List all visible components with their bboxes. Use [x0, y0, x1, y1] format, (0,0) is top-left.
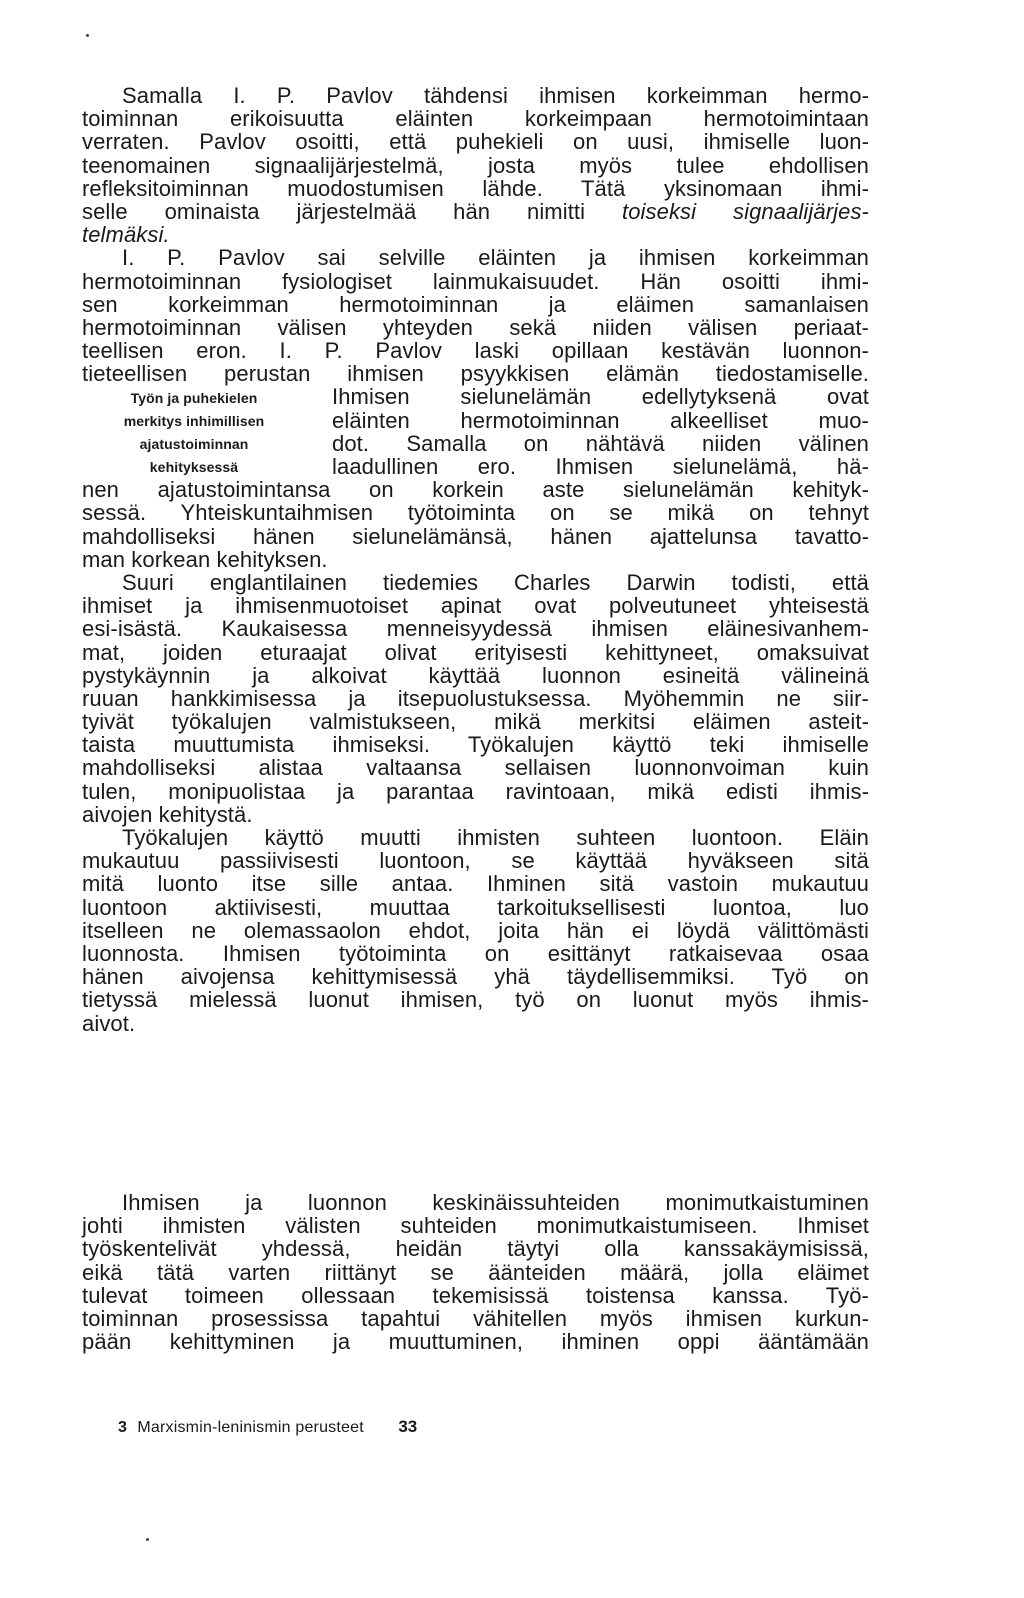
- signature-mark: 3: [118, 1419, 127, 1436]
- text-line: tieteellisen perustan ihmisen psyykkisen elämän tiedostamiselle.: [82, 361, 869, 387]
- text-line: hermotoiminnan välisen yhteyden sekä niiden välisen periaat-: [82, 314, 869, 340]
- text-line: mahdolliseksi alistaa valtaansa sellaisen luonnonvoiman kuin: [82, 755, 869, 781]
- text-line: tyivät työkalujen valmistukseen, mikä merkitsi eläimen asteit-: [82, 709, 869, 735]
- text-line: verraten. Pavlov osoitti, että puhekieli on uusi, ihmiselle luon-: [82, 129, 869, 155]
- print-speck: [146, 1538, 149, 1541]
- text-line: taista muuttumista ihmiseksi. Työkalujen käyttö teki ihmiselle: [82, 732, 869, 758]
- text-line: refleksitoiminnan muodostumisen lähde. Tätä yksinomaan ihmi-: [82, 175, 869, 201]
- text-line: luontoon aktiivisesti, muuttaa tarkoituksellisesti luontoa, luo: [82, 894, 869, 920]
- text-fragment: selle ominaista järjestelmää hän nimitti: [82, 198, 586, 224]
- text-line: toiminnan erikoisuutta eläinten korkeimpaan hermotoimintaan: [82, 106, 869, 132]
- text-line: Samalla I. P. Pavlov tähdensi ihmisen korkeimman hermo-: [122, 83, 869, 108]
- italic-term: telmäksi.: [82, 222, 170, 248]
- text-line: aivojen kehitystä.: [82, 801, 253, 827]
- side-paragraph: [332, 385, 869, 478]
- text-line: mitä luonto itse sille antaa. Ihminen sitä vastoin mukautuu: [82, 871, 869, 897]
- text-line: ihmiset ja ihmisenmuotoiset apinat ovat polveutuneet yhteisestä: [82, 593, 869, 619]
- print-speck: [86, 34, 89, 37]
- page-footer: [118, 1417, 417, 1437]
- text-line: itselleen ne olemassaolon ehdot, joita hän ei löydä välittömästi: [82, 917, 869, 943]
- text-line: mat, joiden eturaajat olivat erityisesti kehittyneet, omaksuivat: [82, 639, 869, 665]
- text-line: tulen, monipuolistaa ja parantaa ravintoaan, mikä edisti ihmis-: [82, 778, 869, 804]
- margin-heading-line: merkitys inhimillisen: [123, 413, 265, 430]
- text-line: mukautuu passiivisesti luontoon, se käyttää hyväkseen sitä: [82, 848, 869, 874]
- text-line: aivot.: [82, 1010, 136, 1036]
- text-line: sen korkeimman hermotoiminnan ja eläimen samanlaisen: [82, 291, 869, 317]
- text-line: hermotoiminnan fysiologiset lainmukaisuudet. Hän osoitti ihmi-: [82, 268, 869, 294]
- text-line: nen ajatustoimintansa on korkein aste sielunelämän kehityk-: [82, 477, 869, 503]
- text-line: [82, 200, 869, 223]
- text-line: esi-isästä. Kaukaisessa menneisyydessä ihmisen eläinesivanhem-: [82, 616, 869, 642]
- page-number: 33: [398, 1417, 418, 1436]
- text-line: ruuan hankkimisessa ja itsepuolustuksessa. Myöhemmin ne siir-: [82, 685, 869, 711]
- text-line: laadullinen ero. Ihmisen sielunelämä, hä-: [332, 454, 869, 479]
- sidenote-section: [82, 385, 869, 478]
- text-line: dot. Samalla on nähtävä niiden välinen: [332, 430, 869, 456]
- margin-heading-line: Työn ja puhekielen: [130, 390, 258, 407]
- text-line: toiminnan prosessissa tapahtui vähitellen myös ihmisen kurkun-: [82, 1305, 869, 1331]
- text-line: eikä tätä varten riittänyt se äänteiden määrä, jolla eläimet: [82, 1259, 869, 1285]
- text-line: teellisen eron. I. P. Pavlov laski opillaan kestävän luonnon-: [82, 338, 869, 364]
- main-text-lower: [82, 1191, 869, 1353]
- margin-heading-line: ajatustoiminnan: [139, 436, 249, 453]
- text-line: tietyssä mielessä luonut ihmisen, työ on luonut myös ihmis-: [82, 987, 869, 1013]
- text-line: Työkalujen käyttö muutti ihmisten suhteen luontoon. Eläin: [122, 825, 869, 851]
- margin-heading-line: kehityksessä: [149, 459, 239, 476]
- text-line: sessä. Yhteiskuntaihmisen työtoiminta on se mikä on tehnyt: [82, 500, 869, 526]
- text-line: I. P. Pavlov sai selville eläinten ja ihmisen korkeimman: [122, 245, 869, 271]
- text-line: Ihmisen sielunelämän edellytyksenä ovat: [332, 384, 869, 410]
- text-line: Suuri englantilainen tiedemies Charles Darwin todisti, että: [122, 569, 869, 595]
- italic-term: toiseksi signaalijärjes-: [621, 198, 869, 224]
- text-line: työskentelivät yhdessä, heidän täytyi olla kanssakäymisissä,: [82, 1236, 869, 1262]
- text-line: pystykäynnin ja alkoivat käyttää luonnon esineitä välineinä: [82, 662, 869, 688]
- text-line: mahdolliseksi hänen sielunelämänsä, hänen ajattelunsa tavatto-: [82, 523, 869, 549]
- book-title: Marxismin-leninismin perusteet: [137, 1419, 364, 1436]
- text-line: johti ihmisten välisten suhteiden monimutkaistumiseen. Ihmiset: [82, 1213, 869, 1239]
- margin-heading: [78, 387, 310, 479]
- main-text-upper: [82, 84, 869, 1035]
- text-line: eläinten hermotoiminnan alkeelliset muo-: [332, 407, 869, 433]
- text-line: luonnosta. Ihmisen työtoiminta on esittänyt ratkaisevaa osaa: [82, 940, 869, 966]
- text-line: Ihmisen ja luonnon keskinäissuhteiden monimutkaistuminen: [122, 1190, 869, 1215]
- text-line: man korkean kehityksen.: [82, 546, 328, 572]
- text-line: teenomainen signaalijärjestelmä, josta myös tulee ehdollisen: [82, 152, 869, 178]
- text-line: hänen aivojensa kehittymisessä yhä täydellisemmiksi. Työ on: [82, 964, 869, 990]
- text-line: pään kehittyminen ja muuttuminen, ihminen oppi ääntämään: [82, 1329, 869, 1355]
- text-line: tulevat toimeen ollessaan tekemisissä toistensa kanssa. Työ-: [82, 1282, 869, 1308]
